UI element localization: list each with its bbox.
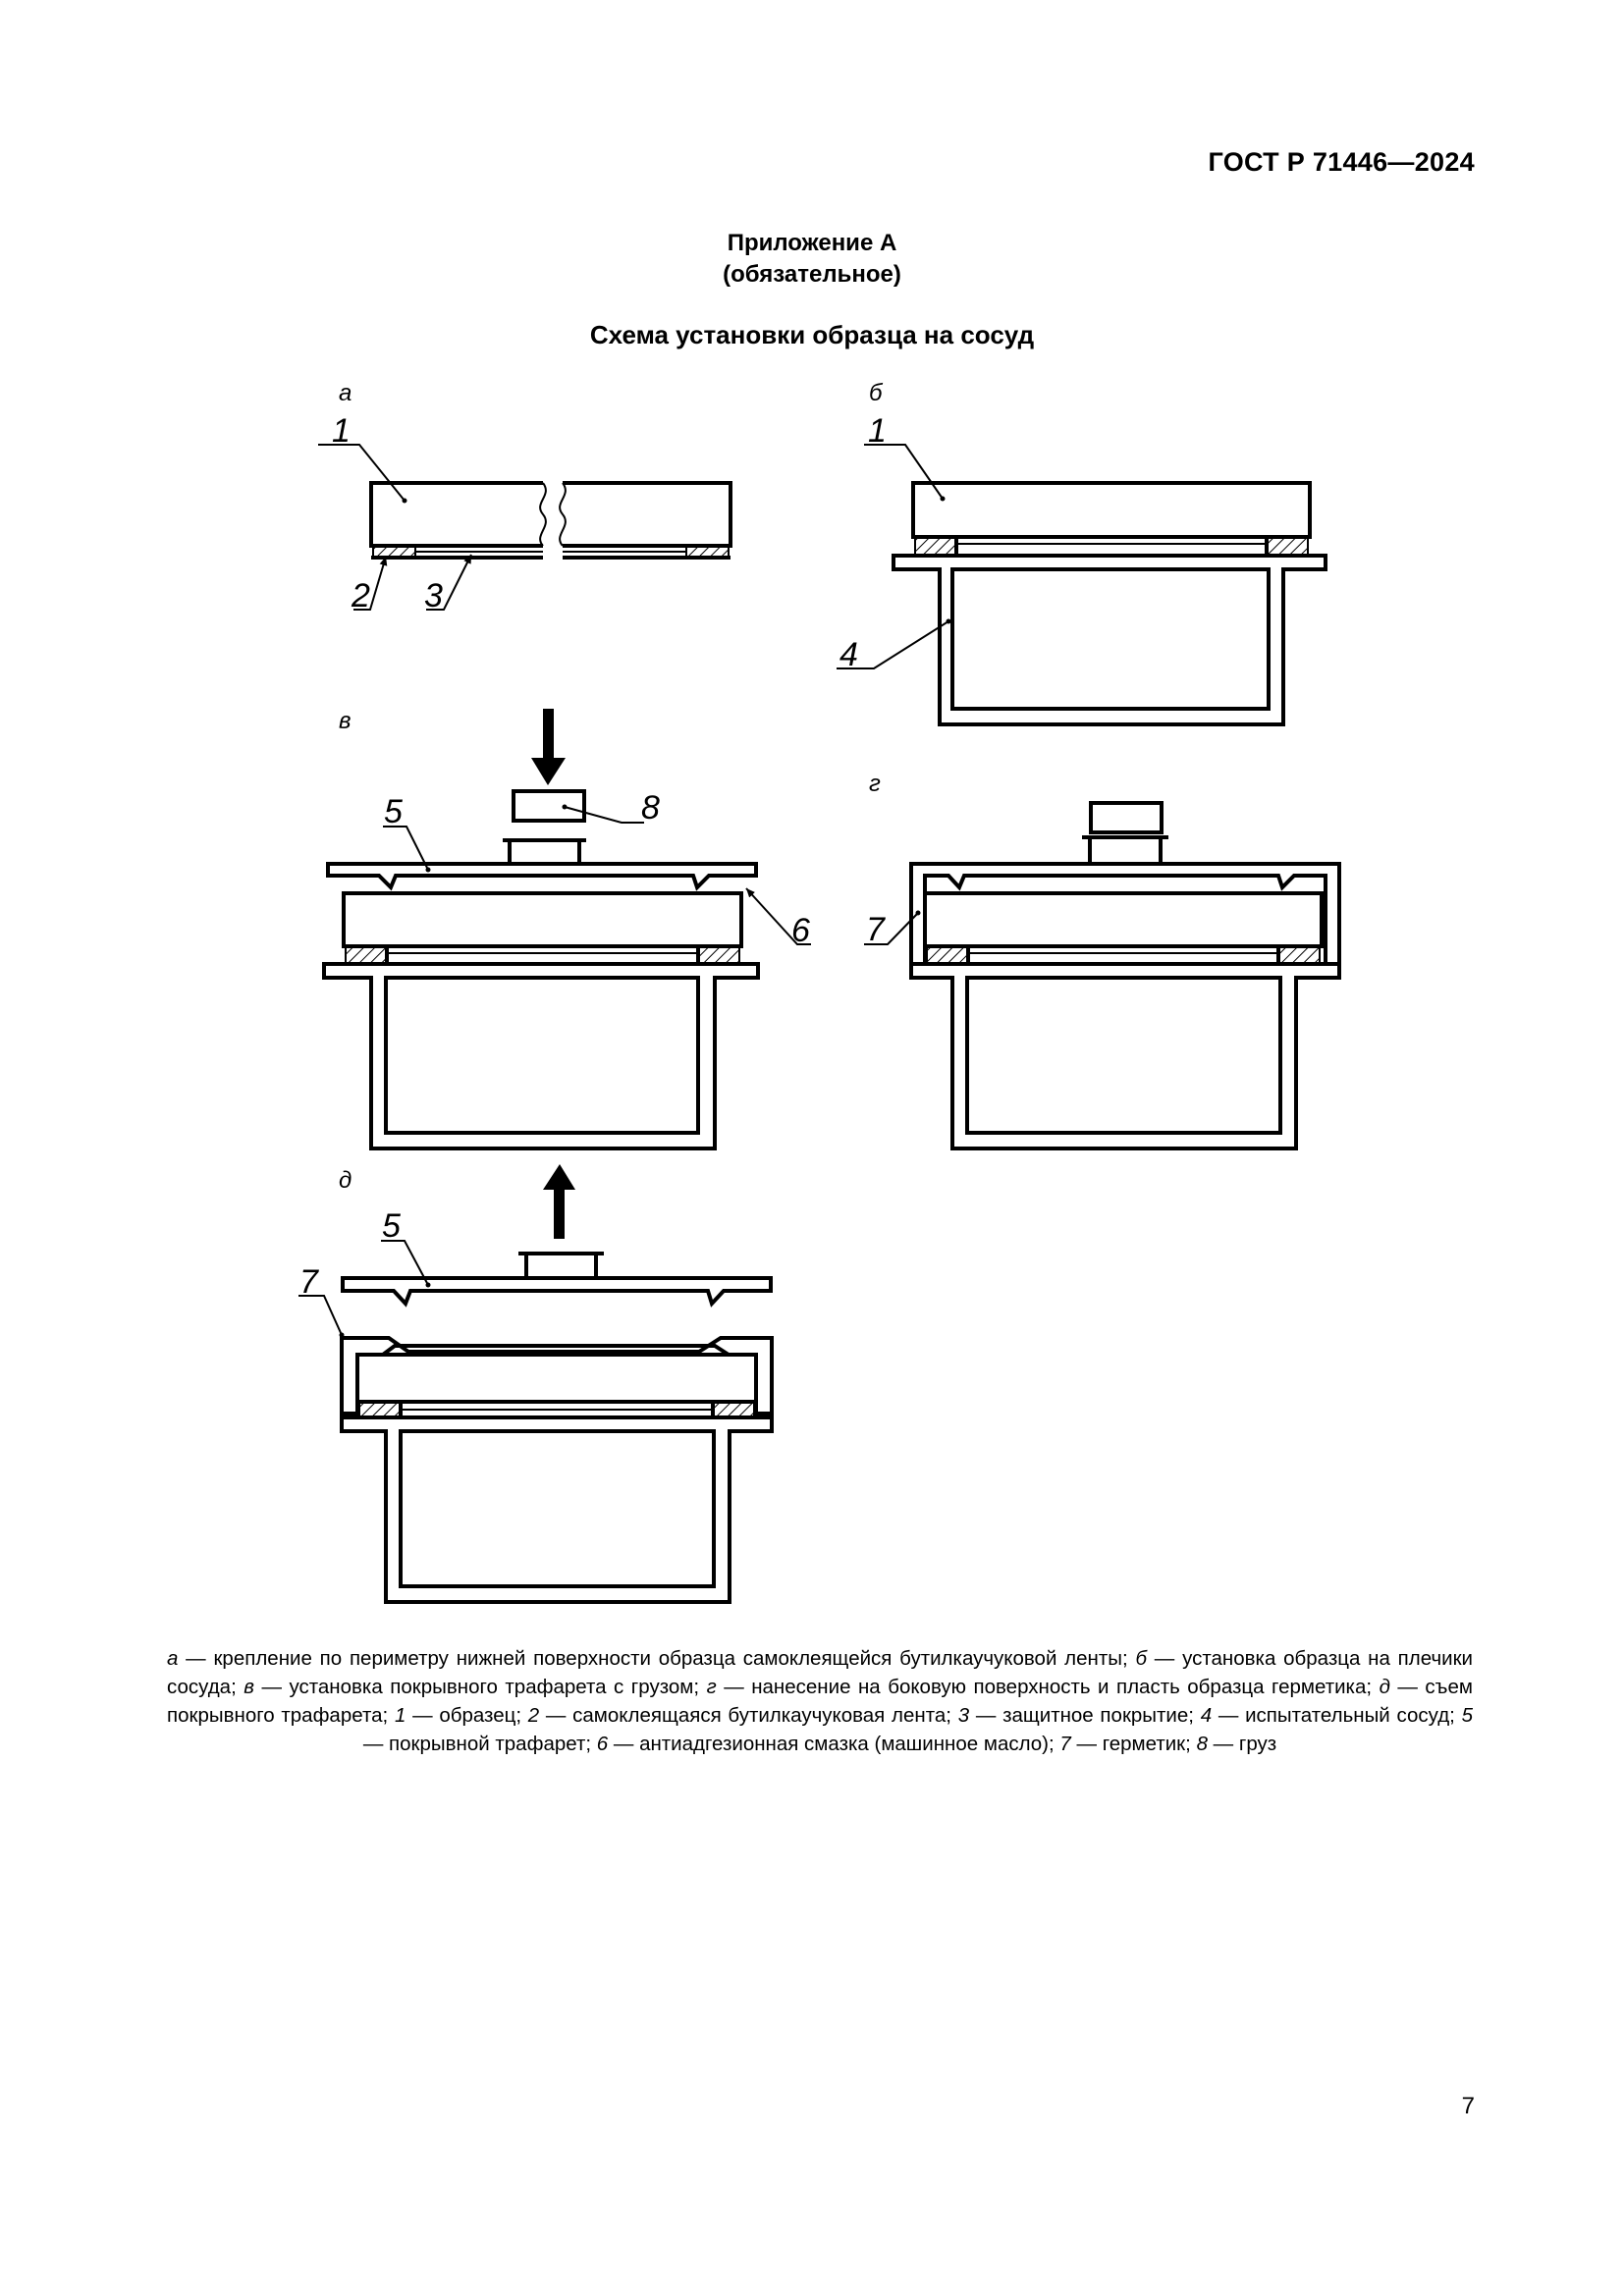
sample-plate — [913, 483, 1310, 537]
callout-7-d: 7 — [299, 1263, 318, 1301]
panel-label-g: г — [869, 771, 881, 797]
caption-part: — защитное покрытие; — [969, 1704, 1201, 1727]
caption-part: — установка образца на плечики сосуда; — [167, 1647, 1473, 1698]
test-vessel — [342, 1417, 772, 1602]
sample-plate — [357, 1355, 756, 1402]
caption-part: — покрывной трафарет; — [362, 1733, 597, 1755]
protective-coating-strip — [371, 552, 731, 558]
callout-8-v: 8 — [641, 789, 660, 827]
callout-6-v: 6 — [791, 912, 810, 949]
panel-label-b: б — [869, 380, 883, 406]
caption-part: — самоклеящаяся бутилкаучуковая лента; — [539, 1704, 958, 1727]
caption-part: — съем покрывного трафарета; — [167, 1676, 1473, 1727]
figure-title: Схема установки образца на сосуд — [589, 320, 1035, 349]
panel-g — [864, 771, 1339, 1148]
callout-3-a: 3 — [424, 577, 443, 614]
callout-5-d: 5 — [382, 1207, 401, 1245]
figure-caption — [167, 1644, 1473, 1758]
callout-4-b: 4 — [839, 636, 858, 673]
appendix-status: (обязательное) — [723, 261, 901, 288]
caption-part: — герметик; — [1070, 1733, 1197, 1755]
caption-part: 4 — [1200, 1704, 1213, 1727]
panel-a — [318, 380, 731, 614]
caption-part: — образец; — [406, 1704, 528, 1727]
arrow-up-icon — [543, 1164, 575, 1239]
caption-part: б — [1135, 1647, 1148, 1670]
panel-d — [298, 1164, 772, 1602]
callout-1-b: 1 — [868, 412, 887, 450]
panel-v — [324, 708, 811, 1148]
panel-label-a: а — [339, 380, 352, 406]
caption-part: д — [1379, 1676, 1390, 1698]
stencil-knob — [503, 840, 586, 864]
caption-part: 8 — [1196, 1733, 1208, 1755]
stencil-knob — [518, 1254, 604, 1278]
panel-label-d: д — [339, 1167, 352, 1194]
weight — [514, 791, 584, 821]
sealant-layer — [911, 864, 1339, 964]
callout-5-v: 5 — [384, 793, 403, 830]
caption-part: 3 — [957, 1704, 970, 1727]
caption-part: 7 — [1059, 1733, 1071, 1755]
appendix-title: Приложение А — [727, 230, 897, 256]
caption-part: — испытательный сосуд; — [1212, 1704, 1462, 1727]
caption-part: г — [706, 1676, 717, 1698]
panel-label-v: в — [339, 708, 352, 734]
callout-1-a: 1 — [332, 412, 351, 450]
caption-part: — крепление по периметру нижней поверхности образца самоклеящейся бутилкаучуковой ленты; — [178, 1647, 1136, 1670]
callout-2-a: 2 — [352, 577, 370, 614]
caption-part: 5 — [1461, 1704, 1473, 1727]
caption-part: 6 — [596, 1733, 609, 1755]
caption-part: — груз — [1207, 1733, 1277, 1755]
sample-plate — [344, 893, 741, 946]
caption-part: — установка покрывного трафарета с грузом; — [253, 1676, 707, 1698]
callout-7-g: 7 — [866, 911, 885, 948]
weight — [1091, 803, 1162, 832]
arrow-down-icon — [531, 709, 566, 785]
caption-part: — нанесение на боковую поверхность и пласть образца герметика; — [716, 1676, 1380, 1698]
sample-plate — [925, 893, 1322, 946]
test-vessel — [324, 964, 758, 1148]
caption-part: а — [167, 1647, 179, 1670]
stencil-knob — [1082, 837, 1168, 864]
document-code: ГОСТ Р 71446—2024 — [1208, 147, 1475, 177]
sample-plate — [371, 483, 731, 546]
test-vessel — [893, 556, 1326, 724]
caption-part: в — [244, 1676, 254, 1698]
caption-part: — антиадгезионная смазка (машинное масло); — [608, 1733, 1060, 1755]
caption-part: 2 — [527, 1704, 540, 1727]
caption-part: 1 — [394, 1704, 406, 1727]
panel-b — [837, 380, 1326, 724]
page-number: 7 — [1461, 2093, 1475, 2119]
test-vessel — [911, 964, 1339, 1148]
